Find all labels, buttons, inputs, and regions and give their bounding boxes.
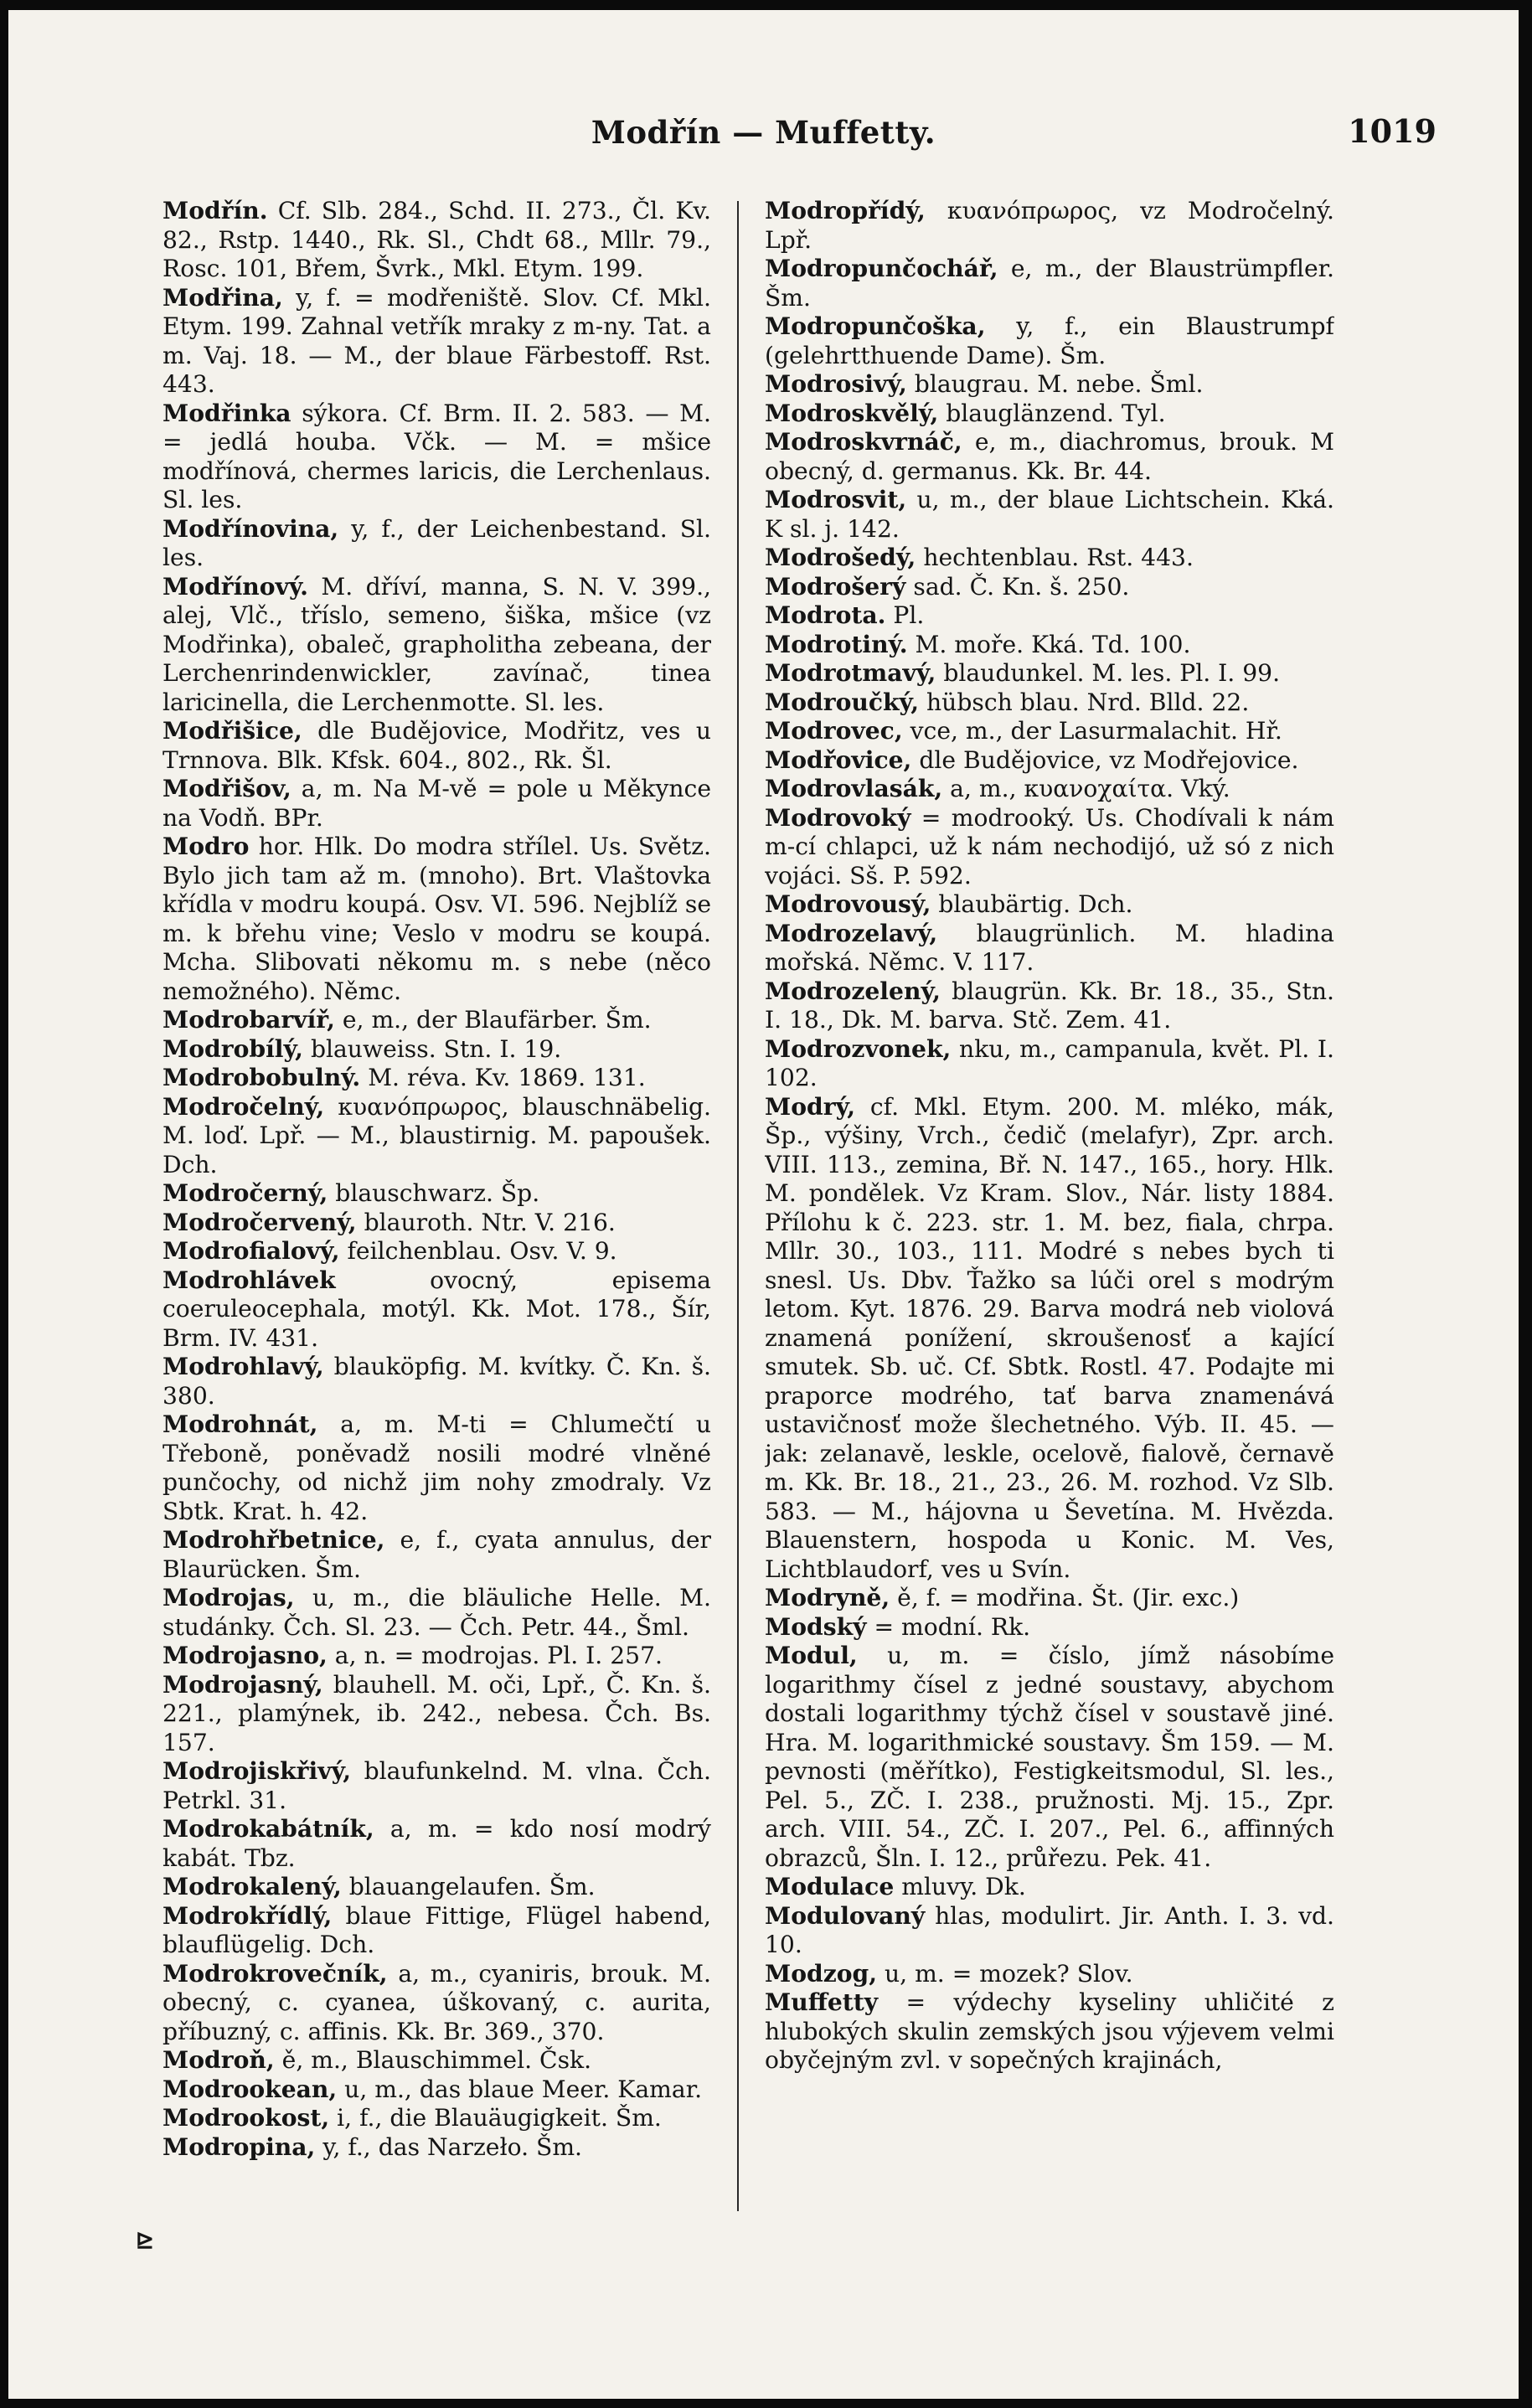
entry-headword: Modrohlavý, [162,1353,324,1380]
entry-headword: Modrozelený, [765,977,941,1005]
entry-headword: Modrofialový, [162,1237,340,1265]
dictionary-entry [765,400,1334,429]
entry-headword: Modrohřbetnice, [162,1526,385,1554]
entry-text: blaugrün. Kk. Br. 18., 35., Stn. I. 18., Dk. M. barva. Stč. Zem. 41. [765,977,1334,1034]
dictionary-entry [162,1960,711,2047]
entry-text: y, f. = modřeniště. Slov. Cf. Mkl. Etym. 199. Zahnal vetřík mraky z m-ny. Tat. a m. Vaj. 18. — M., der blaue Färbestoff. Rst. 443. [162,283,711,398]
dictionary-entry [765,544,1334,573]
entry-headword: Modrookean, [162,2075,338,2103]
entry-text: a, m. Na M-vě = pole u Měkynce na Vodň. BPr. [162,775,711,832]
entry-headword: Modropřídý, [765,197,926,224]
dictionary-entry [765,775,1334,804]
dictionary-entry [162,1006,711,1035]
entry-text: ě, m., Blauschimmel. Čsk. [274,2046,592,2074]
page-number: 1019 [1348,112,1437,150]
entry-text: a, m. M-ti = Chlumečtí u Třeboně, poněvadž nosili modré vlněné punčochy, od nichž jim nohy zmodraly. Vz Sbtk. Krat. h. 42. [162,1410,711,1525]
entry-headword: Modropunčochář, [765,255,998,282]
dictionary-entry [162,1526,711,1584]
entry-text: blauglänzend. Tyl. [938,399,1166,427]
entry-headword: Modrotmavý, [765,659,936,687]
dictionary-entry [162,1179,711,1209]
entry-text: a, m. = kdo nosí modrý kabát. Tbz. [162,1815,711,1872]
dictionary-entry [765,428,1334,486]
dictionary-entry [162,1584,711,1642]
entry-text: u, m. = mozek? Slov. [877,1959,1133,1988]
entry-text: M. réva. Kv. 1869. 131. [360,1064,646,1091]
entry-text: blauangelaufen. Šm. [341,1873,596,1900]
entry-headword: Modrozvonek, [765,1034,952,1063]
entry-headword: Modročerný, [162,1179,328,1207]
dictionary-entry [162,775,711,833]
dictionary-entry [765,890,1334,920]
dictionary-entry [765,197,1334,255]
entry-headword: Modulovaný [765,1901,926,1930]
entry-headword: Modrota. [765,601,886,629]
entry-headword: Modropina, [162,2132,316,2161]
entry-headword: Modrovoký [765,803,911,832]
dictionary-entry [162,1266,711,1354]
entry-headword: Modrobarvíř, [162,1006,335,1034]
dictionary-entry [162,1064,711,1093]
dictionary-entry [765,370,1334,400]
dictionary-entry [765,1584,1334,1613]
entry-text: e, m., diachromus, brouk. M obecný, d. germanus. Kk. Br. 44. [765,428,1334,485]
dictionary-entry [765,746,1334,776]
entry-headword: Modročelný, [162,1092,325,1121]
entry-headword: Modroskvělý, [765,399,939,427]
entry-text: M. moře. Kká. Td. 100. [907,630,1191,658]
entry-text: blauhell. M. oči, Lpř., Č. Kn. š. 221., plamýnek, ib. 242., nebesa. Čch. Bs. 157. [162,1670,711,1756]
entry-text: blaue Fittige, Flügel habend, blauflügelig. Dch. [162,1901,711,1958]
entry-text: a, m., cyaniris, brouk. M. obecný, c. cyanea, úškovaný, c. aurita, příbuzný, c. affinis. Kk. Br. 369., 370. [162,1959,711,2045]
page-header [8,109,1519,159]
left-column [162,197,711,2324]
entry-text: nku, m., campanula, květ. Pl. I. 102. [765,1034,1334,1091]
entry-text: hlas, modulirt. Jir. Anth. I. 3. vd. 10. [765,1901,1334,1958]
entry-headword: Modrojas, [162,1584,295,1611]
entry-text: κυανόπρωρος, blauschnäbelig. M. loď. Lpř. — M., blaustirnig. M. papoušek. Dch. [162,1092,711,1178]
entry-text: ovocný, episema coeruleocephala, motýl. Kk. Mot. 178., Šír, Brm. IV. 431. [162,1266,711,1352]
dictionary-entry [765,1873,1334,1902]
dictionary-entry [162,1902,711,1960]
dictionary-entry [765,573,1334,602]
entry-headword: Modrokrovečník, [162,1959,388,1988]
entry-text: ě, f. = modřina. Št. (Jir. exc.) [890,1584,1240,1611]
entry-headword: Modulace [765,1873,895,1900]
dictionary-entry [162,2104,711,2133]
entry-headword: Modroučký, [765,688,920,716]
entry-text: blauweiss. Stn. I. 19. [302,1034,562,1063]
entry-headword: Modrookost, [162,2104,330,2132]
entry-headword: Modroskvrnáč, [765,428,962,456]
dictionary-entry [765,920,1334,977]
entry-text: e, m., der Blaufärber. Šm. [334,1006,652,1034]
entry-headword: Modrý, [765,1092,856,1121]
entry-text: i, f., die Blauäugigkeit. Šm. [329,2104,662,2132]
entry-text: blaugrünlich. M. hladina mořská. Němc. V. 117. [765,919,1334,976]
page-title: Modřín — Muffetty. [591,114,936,151]
entry-text: dle Budějovice, vz Modřejovice. [911,745,1299,774]
entry-text: hor. Hlk. Do modra střílel. Us. Světz. Bylo jich tam až m. (mnoho). Brt. Vlaštovka křídla v modru koupá. Osv. VI. 596. Nejblíž se m. k břehu vine; Veslo v modru se koupá. Mcha. Slibovati někomu m. s nebe (něco nemožného). Němc. [162,833,711,1005]
entry-text: = modrooký. Us. Chodívali k nám m-cí chlapci, už k nám nechodijó, už só z nich vojáci. Sš. P. 592. [765,803,1334,889]
dictionary-entry [162,717,711,775]
entry-headword: Modrovlasák, [765,775,943,802]
entry-headword: Modřínovina, [162,514,339,543]
entry-headword: Modřínový. [162,572,308,601]
dictionary-entry [162,1873,711,1902]
dictionary-entry [162,1353,711,1410]
dictionary-entry [162,197,711,284]
entry-text: blaudunkel. M. les. Pl. I. 99. [936,659,1281,687]
entry-text: y, f., das Narzeło. Šm. [315,2132,583,2161]
entry-text: Pl. [885,601,925,629]
entry-headword: Modrohnát, [162,1410,318,1438]
entry-headword: Modzog, [765,1959,878,1988]
dictionary-entry [765,1642,1334,1873]
entry-headword: Modro [162,833,250,860]
dictionary-entry [765,717,1334,746]
dictionary-entry [162,2133,711,2163]
entry-headword: Modrotiný. [765,630,908,658]
dictionary-entry [162,1815,711,1873]
entry-text: cf. Mkl. Etym. 200. M. mléko, mák, Šp., výšiny, Vrch., čedič (melafyr), Zpr. arch. VIII. 113., zemina, Bř. N. 147., 165., hory. Hlk. M. pondělek. Vz Kram. Slov., Nár. listy 1884. Přílohu k č. 223. str. 1. M. bez, fiala, chrpa. Mllr. 30., 103., 111. Modré s nebes bych ti snesl. Us. Dbv. Ťažko sa lúči orel s modrým letom. Kyt. 1876. 29. Barva modrá neb violová znamená ponížení, skroušenosť a kající smutek. Sb. uč. Cf. Sbtk. Rostl. 47. Podajte mi praporce modrého, tať barva znamenává ustavičnosť može šlechetného. Výb. II. 45. — jak: zelanavě, leskle, ocelově, fialově, černavě m. Kk. Br. 18., 21., 23., 26. M. rozhod. Vz Slb. 583. — M., hájovna u Ševetína. M. Hvězda. Blauenstern, hospoda u Konic. M. Ves, Lichtblaudorf, ves u Svín. [765,1092,1334,1583]
dictionary-entry [765,1613,1334,1642]
entry-headword: Modrokabátník, [162,1815,374,1843]
dictionary-entry [765,486,1334,544]
dictionary-entry [765,977,1334,1035]
entry-headword: Modřinka [162,399,291,427]
entry-text: sad. Č. Kn. š. 250. [905,572,1130,601]
entry-headword: Modřín. [162,197,268,224]
entry-headword: Modrojasný, [162,1670,323,1699]
entry-text: M. dříví, manna, S. N. V. 399., alej, Vlč., tříslo, semeno, šiška, mšice (vz Modřinka), obaleč, grapholitha zebeana, der Lerchenrindenwickler, zavínač, tinea laricinella, die Lerchenmotte. Sl. les. [162,572,711,716]
entry-text: sýkora. Cf. Brm. II. 2. 583. — M. = jedlá houba. Včk. — M. = mšice modřínová, chermes laricis, die Lerchenlaus. Sl. les. [162,399,711,513]
entry-text: vce, m., der Lasurmalachit. Hř. [902,717,1282,745]
entry-headword: Modrohlávek [162,1266,336,1294]
printer-mark-icon: ⊵ [136,2228,154,2253]
dictionary-entry [765,1035,1334,1093]
entry-headword: Modul, [765,1642,858,1669]
dictionary-entry [162,2075,711,2105]
entry-text: e, m., der Blaustrümpfler. Šm. [765,255,1334,312]
dictionary-entry [162,833,711,1006]
dictionary-entry [765,312,1334,370]
entry-text: mluvy. Dk. [894,1873,1026,1900]
entry-headword: Modročervený, [162,1208,357,1236]
entry-headword: Modřovice, [765,745,912,774]
entry-headword: Modrosivý, [765,370,907,398]
entry-headword: Modrošedý, [765,544,916,571]
entry-text: = modní. Rk. [866,1612,1031,1641]
entry-text: e, f., cyata annulus, der Blaurücken. Šm. [162,1526,711,1583]
entry-headword: Modryně, [765,1584,890,1611]
entry-text: blaubärtig. Dch. [931,890,1133,918]
entry-headword: Modrozelavý, [765,919,938,947]
dictionary-entry [162,1209,711,1238]
entry-text: hübsch blau. Nrd. Blld. 22. [919,688,1250,716]
column-divider [737,201,739,2211]
dictionary-entry [765,1960,1334,1989]
dictionary-entry [162,1035,711,1065]
entry-headword: Modrokřídlý, [162,1901,333,1930]
dictionary-entry [162,1410,711,1526]
entry-headword: Muffetty [765,1988,879,2016]
dictionary-entry [162,2046,711,2075]
entry-headword: Modrokalený, [162,1873,342,1900]
entry-text: dle Budějovice, Modřitz, ves u Trnnova. Blk. Kfsk. 604., 802., Rk. Šl. [162,717,711,774]
entry-headword: Modrojiskřivý, [162,1757,352,1785]
entry-text: a, n. = modrojas. Pl. I. 257. [327,1642,663,1669]
entry-headword: Modrobobulný. [162,1064,361,1091]
entry-text: blaufunkelnd. M. vlna. Čch. Petrkl. 31. [162,1757,711,1814]
entry-text: u, m., die bläuliche Helle. M. studánky. Čch. Sl. 23. — Čch. Petr. 44., Šml. [162,1584,711,1641]
dictionary-entry [162,573,711,718]
entry-text: Cf. Slb. 284., Schd. II. 273., Čl. Kv. 82., Rstp. 1440., Rk. Sl., Chdt 68., Mllr. 79., Rosc. 101, Břem, Švrk., Mkl. Etym. 199. [162,197,711,282]
entry-headword: Modrovousý, [765,890,931,918]
entry-text: blauköpfig. M. kvítky. Č. Kn. š. 380. [162,1353,711,1410]
dictionary-entry [162,284,711,400]
entry-text: blauroth. Ntr. V. 216. [356,1208,616,1236]
entry-text: feilchenblau. Osv. V. 9. [339,1237,617,1265]
dictionary-entry [765,804,1334,891]
right-column [765,197,1334,2324]
entry-headword: Modrojasno, [162,1642,328,1669]
dictionary-entry [765,688,1334,718]
dictionary-entry [765,659,1334,688]
dictionary-entry [765,1902,1334,1960]
entry-text: y, f., der Leichenbestand. Sl. les. [162,514,711,571]
dictionary-entry [162,1093,711,1180]
dictionary-page [8,10,1519,2399]
dictionary-entry [162,1237,711,1266]
entry-text: a, m., κυανοχαίτα. Vký. [942,775,1230,802]
dictionary-entry [162,1671,711,1758]
entry-headword: Modský [765,1612,867,1641]
entry-headword: Modrošerý [765,572,906,601]
dictionary-entry [765,255,1334,312]
entry-text: u, m., der blaue Lichtschein. Kká. K sl. j. 142. [765,486,1334,543]
dictionary-entry [162,1757,711,1815]
dictionary-entry [162,400,711,515]
entry-text: = výdechy kyseliny uhličité z hlubokých skulin zemských jsou výjevem velmi obyčejným zvl. v sopečných krajinách, [765,1988,1334,2074]
entry-text: blauschwarz. Šp. [328,1179,540,1207]
entry-headword: Modroň, [162,2046,275,2074]
entry-headword: Modrovec, [765,717,903,745]
entry-text: κυανόπρωρος, vz Modročelný. Lpř. [765,197,1334,254]
entry-text: u, m., das blaue Meer. Kamar. [337,2075,703,2103]
dictionary-entry [162,1642,711,1671]
entry-text: y, f., ein Blaustrumpf (gelehrtthuende Dame). Šm. [765,312,1334,369]
entry-text: hechtenblau. Rst. 443. [916,544,1194,571]
entry-headword: Modrosvit, [765,486,907,513]
entry-headword: Modropunčoška, [765,312,986,340]
dictionary-entry [765,1988,1334,2075]
entry-headword: Modřišov, [162,775,291,802]
dictionary-entry [162,515,711,573]
dictionary-entry [765,601,1334,631]
entry-text: u, m. = číslo, jímž násobíme logarithmy čísel z jedné soustavy, abychom dostali logarithmy týchž čísel v soustavě jiné. Hra. M. logarithmické soustavy. Šm 159. — M. pevnosti (měřítko), Festigkeitsmodul, Sl. les., Pel. 5., ZČ. I. 238., pružnosti. Mj. 15., Zpr. arch. VIII. 54., ZČ. I. 207., Pel. 6., affinných obrazců, Šln. I. 12., průřezu. Pek. 41. [765,1642,1334,1872]
entry-headword: Modřina, [162,283,283,312]
dictionary-entry [765,1093,1334,1585]
entry-text: blaugrau. M. nebe. Šml. [906,370,1204,398]
dictionary-entry [765,631,1334,660]
entry-headword: Modrobílý, [162,1034,303,1063]
entry-headword: Modřišice, [162,717,302,745]
